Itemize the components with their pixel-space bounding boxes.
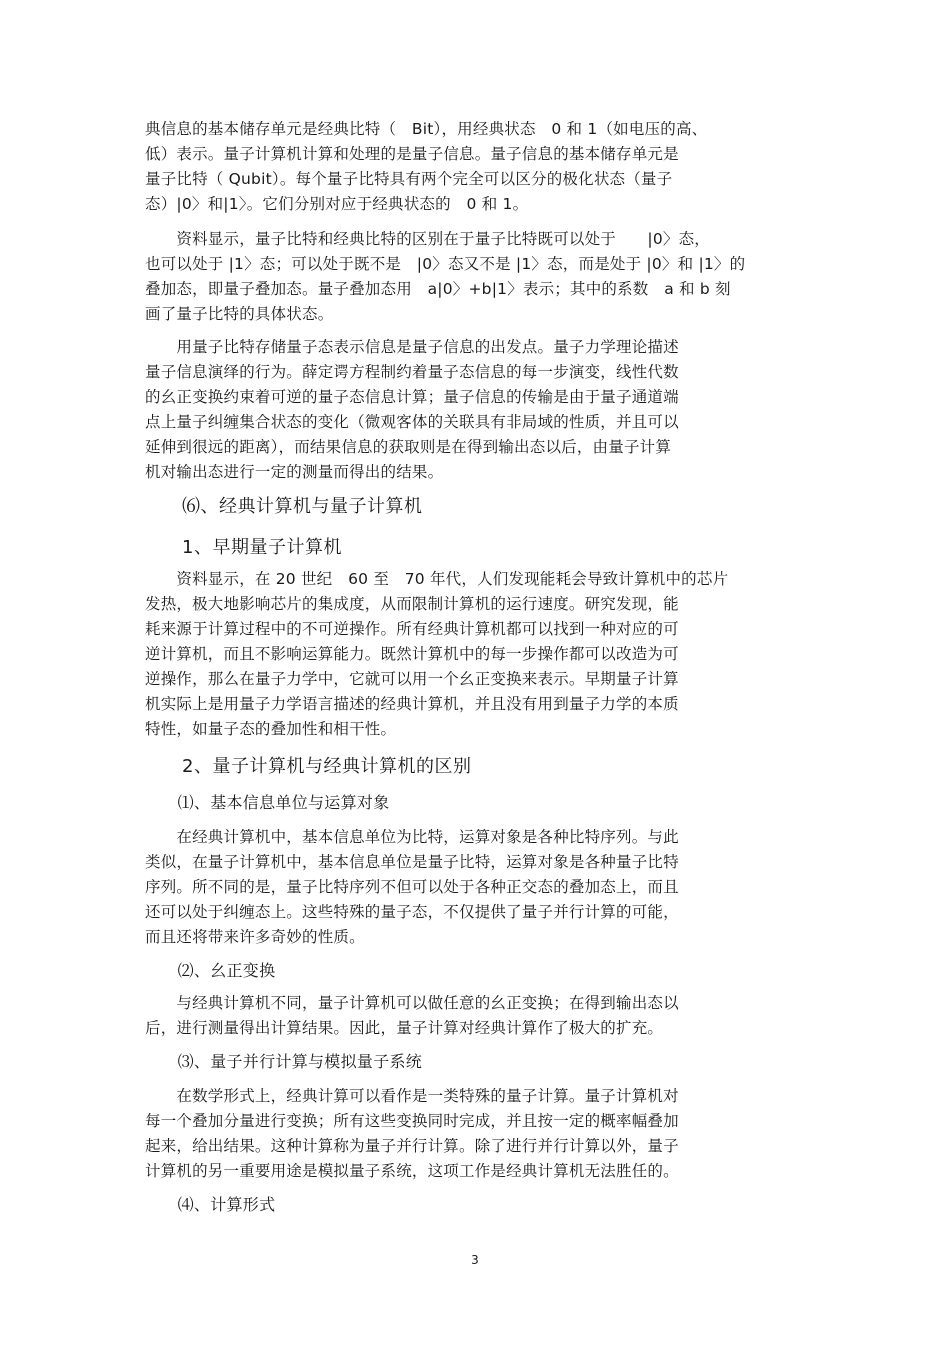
paragraph-unitary — [145, 991, 825, 1041]
section-heading-6 — [145, 494, 825, 520]
text-line: 逆操作，那么在量子力学中，它就可以用一个幺正变换来表示。早期量子计算 — [145, 670, 679, 688]
subheading-2 — [145, 959, 825, 983]
page-number: 3 — [471, 1253, 479, 1267]
paragraph-early-quantum — [145, 567, 825, 742]
subheading-4 — [145, 1193, 825, 1217]
text-line: 特性，如量子态的叠加性和相干性。 — [145, 720, 397, 738]
text-line: 机实际上是用量子力学语言描述的经典计算机，并且没有用到量子力学的本质 — [145, 695, 679, 713]
section-heading-1 — [145, 535, 825, 561]
text-line: 计算机的另一重要用途是模拟量子系统，这项工作是经典计算机无法胜任的。 — [145, 1162, 679, 1180]
text-line: 在数学形式上，经典计算可以看作是一类特殊的量子计算。量子计算机对 — [145, 1087, 679, 1105]
text-line: 典信息的基本储存单元是经典比特（ Bit），用经典状态 0 和 1（如电压的高、 — [145, 120, 708, 138]
paragraph-basic-unit — [145, 825, 825, 950]
section-heading-2 — [145, 754, 825, 780]
text-line: 点上量子纠缠集合状态的变化（微观客体的关联具有非局域的性质，并且可以 — [145, 413, 679, 431]
text-line: 类似，在量子计算机中，基本信息单位是量子比特，运算对象是各种量子比特 — [145, 853, 679, 871]
subheading-text: ⑶、量子并行计算与模拟量子系统 — [145, 1052, 423, 1071]
text-line: 画了量子比特的具体状态。 — [145, 305, 334, 323]
text-line: 资料显示，量子比特和经典比特的区别在于量子比特既可以处于 |0〉态， — [145, 230, 710, 248]
text-line: 的幺正变换约束着可逆的量子态信息计算；量子信息的传输是由于量子通道端 — [145, 388, 679, 406]
text-line: 量子信息演绎的行为。薛定谔方程制约着量子态信息的每一步演变，线性代数 — [145, 363, 679, 381]
subheading-text: ⑷、计算形式 — [145, 1195, 276, 1214]
heading-text: 1、早期量子计算机 — [145, 537, 342, 558]
text-line: 也可以处于 |1〉态；可以处于既不是 |0〉态又不是 |1〉态，而是处于 |0〉和 |1〉的 — [145, 255, 746, 273]
text-line: 序列。所不同的是，量子比特序列不但可以处于各种正交态的叠加态上，而且 — [145, 878, 679, 896]
subheading-1 — [145, 791, 825, 815]
text-line: 耗来源于计算过程中的不可逆操作。所有经典计算机都可以找到一种对应的可 — [145, 620, 679, 638]
text-line: 低）表示。量子计算机计算和处理的是量子信息。量子信息的基本储存单元是 — [145, 145, 679, 163]
subheading-3 — [145, 1050, 825, 1074]
text-line: 还可以处于纠缠态上。这些特殊的量子态，不仅提供了量子并行计算的可能， — [145, 903, 679, 921]
text-line: 用量子比特存储量子态表示信息是量子信息的出发点。量子力学理论描述 — [145, 338, 679, 356]
text-line: 与经典计算机不同，量子计算机可以做任意的幺正变换；在得到输出态以 — [145, 994, 679, 1012]
text-line: 发热，极大地影响芯片的集成度，从而限制计算机的运行速度。研究发现，能 — [145, 595, 679, 613]
heading-text: ⑹、经典计算机与量子计算机 — [145, 496, 423, 517]
text-line: 延伸到很远的距离），而结果信息的获取则是在得到输出态以后，由量子计算 — [145, 438, 672, 456]
text-line: 量子比特（ Qubit）。每个量子比特具有两个完全可以区分的极化状态（量子 — [145, 170, 673, 188]
heading-text: 2、量子计算机与经典计算机的区别 — [145, 756, 472, 777]
text-line: 后，进行测量得出计算结果。因此，量子计算对经典计算作了极大的扩充。 — [145, 1019, 664, 1037]
text-line: 每一个叠加分量进行变换；所有这些变换同时完成，并且按一定的概率幅叠加 — [145, 1112, 679, 1130]
text-line: 机对输出态进行一定的测量而得出的结果。 — [145, 463, 444, 481]
text-line: 在经典计算机中，基本信息单位为比特，运算对象是各种比特序列。与此 — [145, 828, 679, 846]
text-line: 逆计算机，而且不影响运算能力。既然计算机中的每一步操作都可以改造为可 — [145, 645, 679, 663]
text-line: 资料显示，在 20 世纪 60 至 70 年代，人们发现能耗会导致计算机中的芯片 — [145, 570, 729, 588]
text-line: 叠加态，即量子叠加态。量子叠加态用 a|0〉+b|1〉表示；其中的系数 a 和 b 刻 — [145, 280, 731, 298]
paragraph-storage — [145, 335, 825, 485]
text-line: 起来，给出结果。这种计算称为量子并行计算。除了进行并行计算以外，量子 — [145, 1137, 679, 1155]
paragraph-superposition — [145, 227, 825, 327]
text-line: 而且还将带来许多奇妙的性质。 — [145, 928, 365, 946]
paragraph-parallel — [145, 1084, 825, 1184]
subheading-text: ⑴、基本信息单位与运算对象 — [145, 793, 390, 812]
paragraph-intro — [145, 117, 825, 217]
text-line: 态）|0〉和|1〉。它们分别对应于经典状态的 0 和 1。 — [145, 195, 529, 213]
subheading-text: ⑵、幺正变换 — [145, 961, 276, 980]
